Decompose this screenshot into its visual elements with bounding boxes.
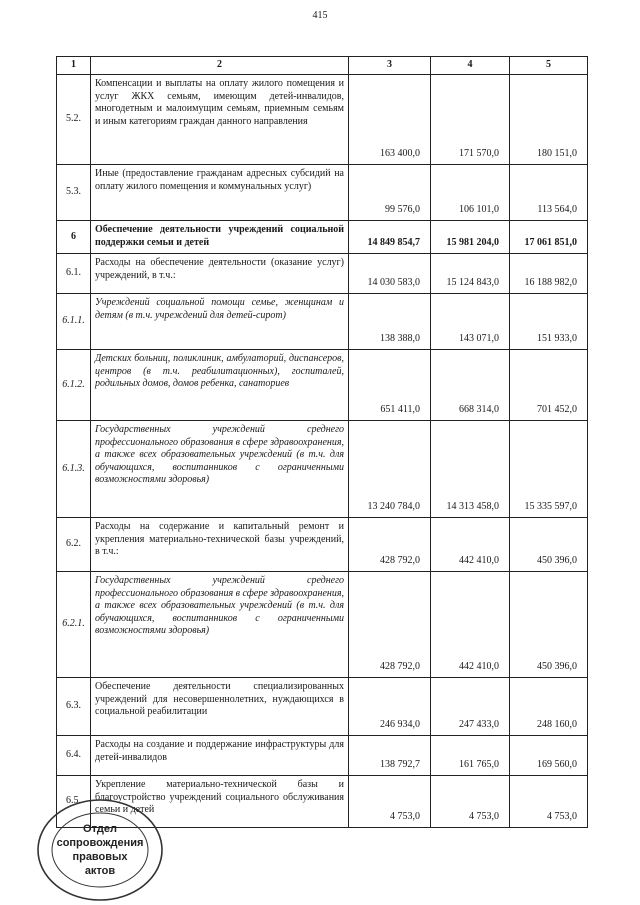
header-col-4: 4 <box>431 57 510 75</box>
row-value-col5: 169 560,0 <box>510 736 588 776</box>
row-description: Иные (предоставление гражданам адресных субсидий на оплату жилого помещения и коммунальных услуг) <box>91 165 349 221</box>
row-description: Расходы на содержание и капитальный ремонт и укрепления материально-технической базы учреждений, в т.ч.: <box>91 518 349 572</box>
table-row <box>57 350 588 421</box>
header-row <box>57 57 588 75</box>
row-value-col4: 442 410,0 <box>431 572 510 678</box>
row-number: 6.4. <box>57 736 91 776</box>
budget-table <box>56 56 588 828</box>
stamp-line-2: сопровождения <box>56 837 144 849</box>
row-number: 6.2. <box>57 518 91 572</box>
row-number: 6.1.1. <box>57 294 91 350</box>
header-col-3: 3 <box>349 57 431 75</box>
table-row <box>57 421 588 518</box>
row-value-col3: 13 240 784,0 <box>349 421 431 518</box>
row-description: Обеспечение деятельности учреждений социальной поддержки семьи и детей <box>91 221 349 254</box>
row-value-col4: 15 981 204,0 <box>431 221 510 254</box>
row-value-col5: 151 933,0 <box>510 294 588 350</box>
row-number: 5.2. <box>57 75 91 165</box>
row-value-col4: 14 313 458,0 <box>431 421 510 518</box>
row-value-col4: 15 124 843,0 <box>431 254 510 294</box>
row-value-col5: 450 396,0 <box>510 518 588 572</box>
row-value-col5: 450 396,0 <box>510 572 588 678</box>
table-row <box>57 736 588 776</box>
header-col-1: 1 <box>57 57 91 75</box>
stamp-line-3: правовых <box>72 851 128 863</box>
row-description: Обеспечение деятельности специализированных учреждений для несовершеннолетних, нуждающихся в социальной реабилитации <box>91 678 349 736</box>
row-value-col5: 180 151,0 <box>510 75 588 165</box>
page-number: 415 <box>312 10 328 21</box>
table-row <box>57 165 588 221</box>
row-value-col5: 113 564,0 <box>510 165 588 221</box>
row-value-col4: 143 071,0 <box>431 294 510 350</box>
row-value-col3: 99 576,0 <box>349 165 431 221</box>
header-col-2: 2 <box>91 57 349 75</box>
row-number: 6 <box>57 221 91 254</box>
row-value-col3: 163 400,0 <box>349 75 431 165</box>
row-description: Компенсации и выплаты на оплату жилого помещения и услуг ЖКХ семьям, имеющим детей-инвалидов, многодетным и малоимущим семьям, приемным семьям и иным категориям граждан данного направления <box>91 75 349 165</box>
header-col-5: 5 <box>510 57 588 75</box>
row-description: Детских больниц, поликлиник, амбулаторий, диспансеров, центров (в т.ч. реабилитационных), госпиталей, родильных домов, домов ребенка, санаториев <box>91 350 349 421</box>
table-row <box>57 75 588 165</box>
row-number: 6.1.2. <box>57 350 91 421</box>
row-description: Государственных учреждений среднего профессионального образования в сфере здравоохранения, а также всех образовательных учреждений (в т.ч. для обучающихся, воспитанников с ограниченными возможностями здоровья) <box>91 572 349 678</box>
row-number: 6.1.3. <box>57 421 91 518</box>
row-value-col3: 651 411,0 <box>349 350 431 421</box>
table-row <box>57 254 588 294</box>
row-value-col4: 171 570,0 <box>431 75 510 165</box>
row-description: Государственных учреждений среднего профессионального образования в сфере здравоохранения, а также всех образовательных учреждений (в т.ч. для обучающихся, воспитанников с ограниченными возможностями здоровья) <box>91 421 349 518</box>
row-value-col5: 17 061 851,0 <box>510 221 588 254</box>
stamp-line-1: Отдел <box>83 823 117 835</box>
row-number: 5.3. <box>57 165 91 221</box>
row-value-col5: 248 160,0 <box>510 678 588 736</box>
row-value-col4: 442 410,0 <box>431 518 510 572</box>
row-value-col3: 138 792,7 <box>349 736 431 776</box>
stamp <box>30 792 170 902</box>
row-value-col5: 16 188 982,0 <box>510 254 588 294</box>
row-value-col4: 668 314,0 <box>431 350 510 421</box>
row-number: 6.3. <box>57 678 91 736</box>
row-number: 6.5. <box>57 776 91 828</box>
row-value-col5: 4 753,0 <box>510 776 588 828</box>
table-row <box>57 572 588 678</box>
row-value-col3: 14 030 583,0 <box>349 254 431 294</box>
row-number: 6.1. <box>57 254 91 294</box>
row-value-col3: 428 792,0 <box>349 518 431 572</box>
row-description: Укрепление материально-технической базы и благоустройство учреждений социального обслуживания семьи и детей <box>91 776 349 828</box>
row-value-col3: 246 934,0 <box>349 678 431 736</box>
row-value-col4: 106 101,0 <box>431 165 510 221</box>
row-value-col3: 138 388,0 <box>349 294 431 350</box>
row-value-col3: 4 753,0 <box>349 776 431 828</box>
table-row <box>57 518 588 572</box>
row-value-col5: 701 452,0 <box>510 350 588 421</box>
row-description: Учреждений социальной помощи семье, женщинам и детям (в т.ч. учреждений для детей-сирот) <box>91 294 349 350</box>
row-description: Расходы на создание и поддержание инфраструктуры для детей-инвалидов <box>91 736 349 776</box>
row-value-col4: 4 753,0 <box>431 776 510 828</box>
row-value-col4: 247 433,0 <box>431 678 510 736</box>
row-value-col3: 14 849 854,7 <box>349 221 431 254</box>
row-value-col3: 428 792,0 <box>349 572 431 678</box>
row-number: 6.2.1. <box>57 572 91 678</box>
stamp-line-4: актов <box>84 865 116 877</box>
row-value-col4: 161 765,0 <box>431 736 510 776</box>
table-row <box>57 221 588 254</box>
table-row <box>57 294 588 350</box>
row-description: Расходы на обеспечение деятельности (оказание услуг) учреждений, в т.ч.: <box>91 254 349 294</box>
table-row <box>57 678 588 736</box>
row-value-col5: 15 335 597,0 <box>510 421 588 518</box>
